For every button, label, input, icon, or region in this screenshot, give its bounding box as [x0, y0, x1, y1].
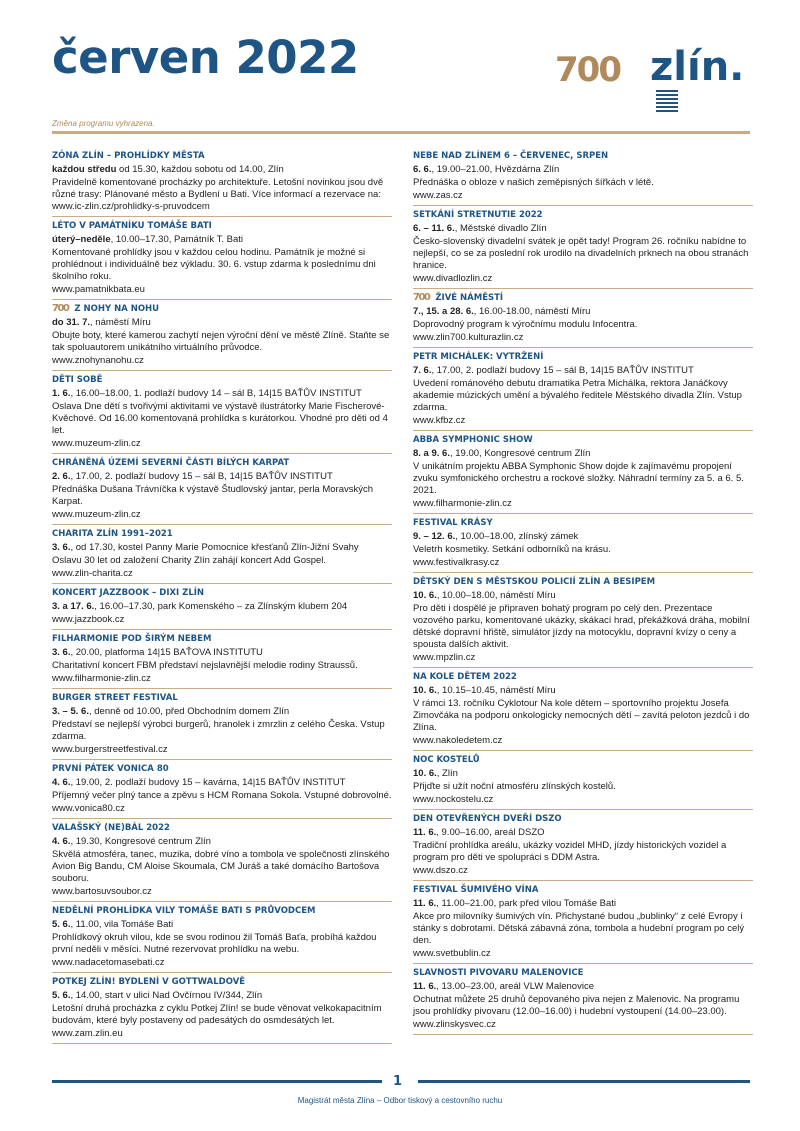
- event-link[interactable]: www.zlin-charita.cz: [52, 568, 133, 579]
- event-divider: [413, 347, 753, 348]
- event-item: [413, 754, 753, 810]
- event-title-text: NEBE NAD ZLÍNEM 6 – ČERVENEC, SRPEN: [413, 151, 609, 161]
- event-when: [413, 364, 753, 377]
- footer-rule-right: [418, 1080, 750, 1083]
- event-date: 5. 6.: [52, 990, 71, 1001]
- event-when: [52, 233, 392, 246]
- event-divider: [413, 750, 753, 751]
- event-title: [413, 754, 753, 766]
- event-item: [413, 351, 753, 431]
- page-number: 1: [393, 1074, 403, 1089]
- event-description: Pravidelně komentované procházky po architektuře. Letošní novinkou jsou dvě různé trasy: Plánované město a Bydlení u Bati. Více informací a rezervace na: www.ic-zlin.cz/prohlidky-s-pruvodcem: [52, 177, 384, 212]
- event-title: [52, 692, 392, 704]
- event-date: 4. 6.: [52, 836, 71, 847]
- event-time-place: , 19.00, 2. podlaží budovy 15 – kavárna, 14|15 BAŤŮV INSTITUT: [70, 777, 346, 788]
- events-column-left: [52, 150, 392, 1047]
- event-title: [413, 517, 753, 529]
- event-title-text: ABBA SYMPHONIC SHOW: [413, 435, 533, 445]
- event-description: Veletrh kosmetiky. Setkání odborníků na krásu.: [413, 544, 611, 555]
- event-time-place: , Zlín: [436, 768, 458, 779]
- event-when: [413, 447, 753, 460]
- event-link[interactable]: www.divadlozlin.cz: [413, 273, 493, 284]
- event-time-place: , 19.00–21.00, Hvězdárna Zlín: [431, 164, 560, 175]
- event-title: [413, 209, 753, 221]
- event-divider: [413, 572, 753, 573]
- event-title: [413, 434, 753, 446]
- event-time-place: , 19.00, Kongresové centrum Zlín: [449, 448, 591, 459]
- event-description: Přednáška Dušana Trávníčka k výstavě Študlovský jantar, perla Moravských Karpat.: [52, 484, 374, 507]
- event-item: [52, 150, 392, 217]
- event-date: 7., 15. a 28. 6.: [413, 306, 474, 317]
- event-title-text: DĚTSKÝ DEN S MĚSTSKOU POLICIÍ ZLÍN A BESIPEM: [413, 577, 656, 587]
- event-title-text: PRVNÍ PÁTEK VONICA 80: [52, 764, 169, 774]
- event-description: V unikátním projektu ABBA Symphonic Show dojde k zajímavému propojení zvuku symfonického orchestru a rockové složky. Náhradní termíny za 5. a 6. 5. 2021.: [413, 461, 744, 496]
- event-time-place: , denně od 10.00, před Obchodním domem Zlín: [88, 706, 290, 717]
- event-time-place: , 9.00–16.00, areál DSZO: [436, 827, 545, 838]
- event-when: [52, 835, 392, 848]
- event-link[interactable]: www.zas.cz: [413, 190, 463, 201]
- event-date: 5. 6.: [52, 919, 71, 930]
- event-title: [413, 813, 753, 825]
- event-item: [52, 457, 392, 525]
- event-description: Letošní druhá procházka z cyklu Potkej Zlín! se bude věnovat velkokapacitním budovám, které byly postaveny od padesátých do osmdesátých let.: [52, 1003, 382, 1026]
- event-divider: [52, 583, 392, 584]
- event-divider: [52, 453, 392, 454]
- event-when: [413, 305, 753, 318]
- event-title: [52, 633, 392, 645]
- event-link[interactable]: www.jazzbook.cz: [52, 614, 125, 625]
- event-title: [413, 884, 753, 896]
- event-when: [52, 989, 392, 1002]
- event-time-place: , Městské divadlo Zlín: [454, 223, 547, 234]
- event-description: Akce pro milovníky šumivých vín. Přichystané budou „bublinky“ z celé Evropy i stánky s dobrotami. Dětská zábavná zóna, tombola a hudební program po celý den.: [413, 911, 745, 946]
- event-link[interactable]: www.kfbz.cz: [413, 415, 466, 426]
- event-description: Česko-slovenský divadelní svátek je opět tady! Program 26. ročníku nabídne to nejlepší, co se za poslední rok urodilo na divadelních prknech na obou stranách hranice.: [413, 236, 749, 271]
- event-item: [413, 517, 753, 573]
- event-description: V rámci 13. ročníku Cyklotour Na kole dětem – sportovního projektu Josefa Zimovčáka na podporu onkologicky nemocných dětí – zavítá peloton jezdců i do Zlína.: [413, 698, 750, 733]
- event-divider: [52, 818, 392, 819]
- event-link[interactable]: www.festivalkrasy.cz: [413, 557, 500, 568]
- zlin-700-mark-icon: 700: [413, 292, 430, 303]
- page-title: červen 2022: [52, 31, 359, 84]
- event-date: úterý–neděle: [52, 234, 111, 245]
- event-item: [413, 434, 753, 514]
- event-title: [413, 351, 753, 363]
- event-when: [413, 163, 753, 176]
- event-divider: [413, 513, 753, 514]
- event-when: [52, 387, 392, 400]
- event-link[interactable]: www.mpzlin.cz: [413, 652, 476, 663]
- event-title-text: Z NOHY NA NOHU: [74, 304, 160, 314]
- event-title-text: POTKEJ ZLÍN! BYDLENÍ V GOTTWALDOVĚ: [52, 977, 246, 987]
- event-divider: [413, 288, 753, 289]
- event-when: [52, 541, 392, 554]
- event-title-text: ŽIVÉ NÁMĚSTÍ: [435, 293, 504, 303]
- event-date: 11. 6.: [413, 827, 437, 838]
- event-title-text: NEDĚLNÍ PROHLÍDKA VILY TOMÁŠE BATI S PRŮVODCEM: [52, 906, 316, 916]
- footer-rule-left: [52, 1080, 382, 1083]
- event-description: Uvedení románového debutu dramatika Petra Michálka, rektora Janáčkovy akademie múzických umění a bývalého ředitele Městského divadla Zlín. Vstup zdarma.: [413, 378, 742, 413]
- event-link[interactable]: www.muzeum-zlin.cz: [52, 438, 141, 449]
- event-date: 11. 6.: [413, 981, 437, 992]
- event-description: Obujte boty, které kamerou zachytí nejen výroční dění ve městě Zlíně. Staňte se tak spoluautorem unikátního virtuálního průvodce.: [52, 330, 390, 353]
- event-date: 8. a 9. 6.: [413, 448, 450, 459]
- event-description: Představí se nejlepší výrobci burgerů, hranolek i zmrzlin z celého Česka. Vstup zdarma.: [52, 719, 385, 742]
- event-time-place: , 13.00–23.00, areál VLW Malenovice: [436, 981, 594, 992]
- event-divider: [413, 667, 753, 668]
- event-date: 3. 6.: [52, 542, 71, 553]
- event-divider: [413, 880, 753, 881]
- event-link[interactable]: www.filharmonie-zlin.cz: [52, 673, 151, 684]
- event-item: [52, 528, 392, 584]
- event-title-text: KONCERT JAZZBOOK – DIXI ZLÍN: [52, 588, 205, 598]
- event-link[interactable]: www.nakoledetem.cz: [413, 735, 503, 746]
- event-link[interactable]: www.nockostelu.cz: [413, 794, 494, 805]
- event-date: 6. – 11. 6.: [413, 223, 455, 234]
- event-description: Doprovodný program k výročnímu modulu Infocentra.: [413, 319, 638, 330]
- event-item: [52, 587, 392, 630]
- event-time-place: , 17.00, 2. podlaží budovy 15 – sál B, 14|15 BAŤŮV INSTITUT: [70, 471, 333, 482]
- event-item: [52, 692, 392, 760]
- event-title-text: SETKÁNÍ STRETNUTIE 2022: [413, 210, 543, 220]
- event-title: [413, 967, 753, 979]
- event-link[interactable]: www.bartosuvsoubor.cz: [52, 886, 152, 897]
- logo-stripes-icon: [656, 90, 678, 112]
- event-title-text: LÉTO V PAMÁTNÍKU TOMÁŠE BATI: [52, 221, 212, 231]
- event-when: [413, 684, 753, 697]
- event-link[interactable]: www.zlin700.kulturazlin.cz: [413, 332, 524, 343]
- event-description: Oslavu 30 let od založení Charity Zlín zahájí koncert Add Gospel.: [52, 555, 327, 566]
- event-time-place: , 14.00, start v ulici Nad Ovčírnou IV/344, Zlín: [70, 990, 263, 1001]
- event-time-place: , 16.00–18.00, 1. podlaží budovy 14 – sál B, 14|15 BAŤŮV INSTITUT: [70, 388, 362, 399]
- event-item: [52, 303, 392, 371]
- event-date: 11. 6.: [413, 898, 437, 909]
- event-description: Přednáška o obloze v našich zeměpisných šířkách v létě.: [413, 177, 654, 188]
- event-title-text: NOC KOSTELŮ: [413, 755, 480, 765]
- event-title: [52, 457, 392, 469]
- event-link[interactable]: www.svetbublin.cz: [413, 948, 491, 959]
- event-time-place: , 16.00-18.00, náměstí Míru: [473, 306, 591, 317]
- event-item: [52, 905, 392, 973]
- event-title-text: DĚTI SOBĚ: [52, 375, 103, 385]
- event-title: [52, 374, 392, 386]
- event-title: [52, 822, 392, 834]
- event-title: [52, 150, 392, 162]
- event-title: [413, 150, 753, 162]
- event-when: [52, 776, 392, 789]
- events-column-right: [413, 150, 753, 1038]
- event-title: [52, 905, 392, 917]
- event-description: Skvělá atmosféra, tanec, muzika, dobré víno a tombola ve společnosti zlínského Avion Big Bandu, CM Aloise Skoumala, CM Juráš a také domácího Bartošova souboru.: [52, 849, 390, 884]
- event-when: [413, 589, 753, 602]
- event-divider: [52, 901, 392, 902]
- event-divider: [413, 205, 753, 206]
- event-title-text: FESTIVAL ŠUMIVÉHO VÍNA: [413, 885, 539, 895]
- event-date: 2. 6.: [52, 471, 71, 482]
- event-item: [52, 633, 392, 689]
- event-link[interactable]: www.burgerstreetfestival.cz: [52, 744, 168, 755]
- event-link[interactable]: www.pamatnikbata.eu: [52, 284, 145, 295]
- event-date: každou středu: [52, 164, 117, 175]
- event-item: [413, 884, 753, 964]
- header-divider: [52, 131, 750, 134]
- event-title: [52, 763, 392, 775]
- event-time-place: , 10.00–17.30, Památník T. Bati: [110, 234, 244, 245]
- event-title-text: FILHARMONIE POD ŠIRÝM NEBEM: [52, 634, 212, 644]
- event-item: [52, 822, 392, 902]
- event-date: 10. 6.: [413, 590, 437, 601]
- event-description: Komentované prohlídky jsou v každou celou hodinu. Památník je možné si prohlédnout i individuálně bez výkladu. 30. 6. vstup zdarma k poslednímu dni školního roku.: [52, 247, 376, 282]
- event-title-text: PETR MICHÁLEK: VYTRŽENÍ: [413, 352, 544, 362]
- event-title: [413, 671, 753, 683]
- event-title-text: CHARITA ZLÍN 1991–2021: [52, 529, 173, 539]
- event-link[interactable]: www.filharmonie-zlin.cz: [413, 498, 512, 509]
- event-when: [52, 705, 392, 718]
- event-item: [52, 374, 392, 454]
- event-title: [52, 976, 392, 988]
- event-description: Příjemný večer plný tance a zpěvu s HCM Romana Sokola. Vstupné dobrovolné.: [52, 790, 392, 801]
- event-when: [413, 222, 753, 235]
- event-time-place: , náměstí Míru: [90, 317, 151, 328]
- event-link[interactable]: www.vonica80.cz: [52, 803, 125, 814]
- footer-text: Magistrát města Zlína – Odbor tiskový a cestovního ruchu: [297, 1096, 503, 1105]
- event-description: Tradiční prohlídka areálu, ukázky vozidel MHD, jízdy historických vozidel a program pro děti ve spolupráci s DDM Astra.: [413, 840, 727, 863]
- event-title-text: DEN OTEVŘENÝCH DVEŘÍ DSZO: [413, 814, 562, 824]
- event-divider: [52, 524, 392, 525]
- event-item: [413, 813, 753, 881]
- event-when: [413, 826, 753, 839]
- event-date: 10. 6.: [413, 768, 437, 779]
- event-when: [52, 646, 392, 659]
- event-when: [413, 980, 753, 993]
- event-item: [413, 671, 753, 751]
- event-title-text: NA KOLE DĚTEM 2022: [413, 672, 517, 682]
- event-time-place: , 10.00–18.00, zlínský zámek: [455, 531, 579, 542]
- event-date: 4. 6.: [52, 777, 71, 788]
- event-time-place: , 16.00–17.30, park Komenského – za Zlínským klubem 204: [94, 601, 348, 612]
- event-item: [52, 976, 392, 1044]
- event-when: [52, 600, 392, 613]
- event-divider: [413, 430, 753, 431]
- event-item: [413, 150, 753, 206]
- event-item: [52, 763, 392, 819]
- event-divider: [52, 216, 392, 217]
- event-time-place: , 10.15–10.45, náměstí Míru: [436, 685, 556, 696]
- event-title-text: FESTIVAL KRÁSY: [413, 518, 493, 528]
- event-link[interactable]: www.znohynanohu.cz: [52, 355, 144, 366]
- event-title: [413, 292, 753, 304]
- event-title-text: BURGER STREET FESTIVAL: [52, 693, 178, 703]
- event-description: Prohlídkový okruh vilou, kde se svou rodinou žil Tomáš Baťa, probíhá každou první neděli v měsíci. Nutné rezervovat prohlídku na webu.: [52, 932, 377, 955]
- event-title: [52, 220, 392, 232]
- event-title: [52, 303, 392, 315]
- event-description: Charitativní koncert FBM představí nejslavnější melodie rodiny Straussů.: [52, 660, 358, 671]
- event-divider: [52, 299, 392, 300]
- event-date: 3. 6.: [52, 647, 71, 658]
- event-date: 1. 6.: [52, 388, 71, 399]
- event-divider: [52, 688, 392, 689]
- event-date: 7. 6.: [413, 365, 432, 376]
- event-link[interactable]: www.zam.zlin.eu: [52, 1028, 123, 1039]
- disclaimer: Změna programu vyhrazena.: [52, 119, 155, 128]
- event-item: [52, 220, 392, 300]
- event-link[interactable]: www.muzeum-zlin.cz: [52, 509, 141, 520]
- event-link[interactable]: www.dszo.cz: [413, 865, 468, 876]
- zlin-700-mark-icon: 700: [52, 303, 69, 314]
- event-item: [413, 576, 753, 668]
- event-date: 9. – 12. 6.: [413, 531, 456, 542]
- event-title: [413, 576, 753, 588]
- event-when: [52, 918, 392, 931]
- event-date: do 31. 7.: [52, 317, 91, 328]
- event-divider: [413, 809, 753, 810]
- event-divider: [52, 972, 392, 973]
- event-description: Přijďte si užít noční atmosféru zlínských kostelů.: [413, 781, 616, 792]
- logo-number: 700: [555, 50, 620, 90]
- event-time-place: , 17.00, 2. podlaží budovy 15 – sál B, 14|15 BAŤŮV INSTITUT: [431, 365, 694, 376]
- event-item: [413, 209, 753, 289]
- event-date: 10. 6.: [413, 685, 437, 696]
- event-time-place: od 15.30, každou sobotu od 14.00, Zlín: [116, 164, 284, 175]
- event-time-place: , 10.00–18.00, náměstí Míru: [436, 590, 556, 601]
- event-time-place: , 11.00, vila Tomáše Bati: [70, 919, 174, 930]
- event-date: 3. – 5. 6.: [52, 706, 89, 717]
- event-when: [413, 530, 753, 543]
- event-date: 3. a 17. 6.: [52, 601, 95, 612]
- event-item: [413, 292, 753, 348]
- event-title: [52, 587, 392, 599]
- event-title-text: VALAŠSKÝ (NE)BÁL 2022: [52, 823, 170, 833]
- event-item: [413, 967, 753, 1035]
- event-time-place: , od 17.30, kostel Panny Marie Pomocnice křesťanů Zlín-Jižní Svahy: [70, 542, 359, 553]
- event-description: Oslava Dne dětí s tvořivými aktivitami ve výstavě ilustrátorky Marie Fischerové-Kvěchové. Od 16.00 komentovaná prohlídka s kurátorkou. Vhodné pro děti od 4 let.: [52, 401, 388, 436]
- event-divider: [52, 370, 392, 371]
- event-divider: [52, 1043, 392, 1044]
- event-when: [52, 470, 392, 483]
- event-divider: [52, 759, 392, 760]
- event-time-place: , 11.00–21.00, park před vilou Tomáše Bati: [436, 898, 616, 909]
- logo-word: zlín.: [650, 44, 745, 90]
- event-title-text: CHRÁNĚNÁ ÚZEMÍ SEVERNÍ ČÁSTI BÍLÝCH KARPAT: [52, 458, 290, 468]
- event-when: [52, 163, 392, 176]
- event-link[interactable]: www.zlinskysvec.cz: [413, 1019, 496, 1030]
- event-date: 6. 6.: [413, 164, 432, 175]
- event-description: Pro děti i dospělé je připraven bohatý program po celý den. Prezentace vozového parku, komentované ukázky, skákací hrad, překážková dráha, mobilní dětské dopravní hřiště, simulátor jízdy na motocyklu, dopravní kvízy o ceny a spousta dalších aktivit.: [413, 603, 750, 650]
- event-title-text: ZÓNA ZLÍN – PROHLÍDKY MĚSTA: [52, 151, 205, 161]
- event-title: [52, 528, 392, 540]
- event-divider: [413, 1034, 753, 1035]
- event-time-place: , 19.30, Kongresové centrum Zlín: [70, 836, 211, 847]
- event-description: Ochutnat můžete 25 druhů čepovaného piva nejen z Malenovic. Na programu jsou prohlídky pivovaru (12.00–16.00) i hudební vystoupení (14.00–23.00).: [413, 994, 740, 1017]
- zlin-700-logo: [555, 44, 750, 116]
- event-divider: [52, 629, 392, 630]
- event-title-text: SLAVNOSTI PIVOVARU MALENOVICE: [413, 968, 584, 978]
- event-when: [413, 897, 753, 910]
- event-divider: [413, 963, 753, 964]
- event-when: [413, 767, 753, 780]
- event-when: [52, 316, 392, 329]
- event-link[interactable]: www.nadacetomasebati.cz: [52, 957, 165, 968]
- event-time-place: , 20.00, platforma 14|15 BAŤOVA INSTITUTU: [70, 647, 263, 658]
